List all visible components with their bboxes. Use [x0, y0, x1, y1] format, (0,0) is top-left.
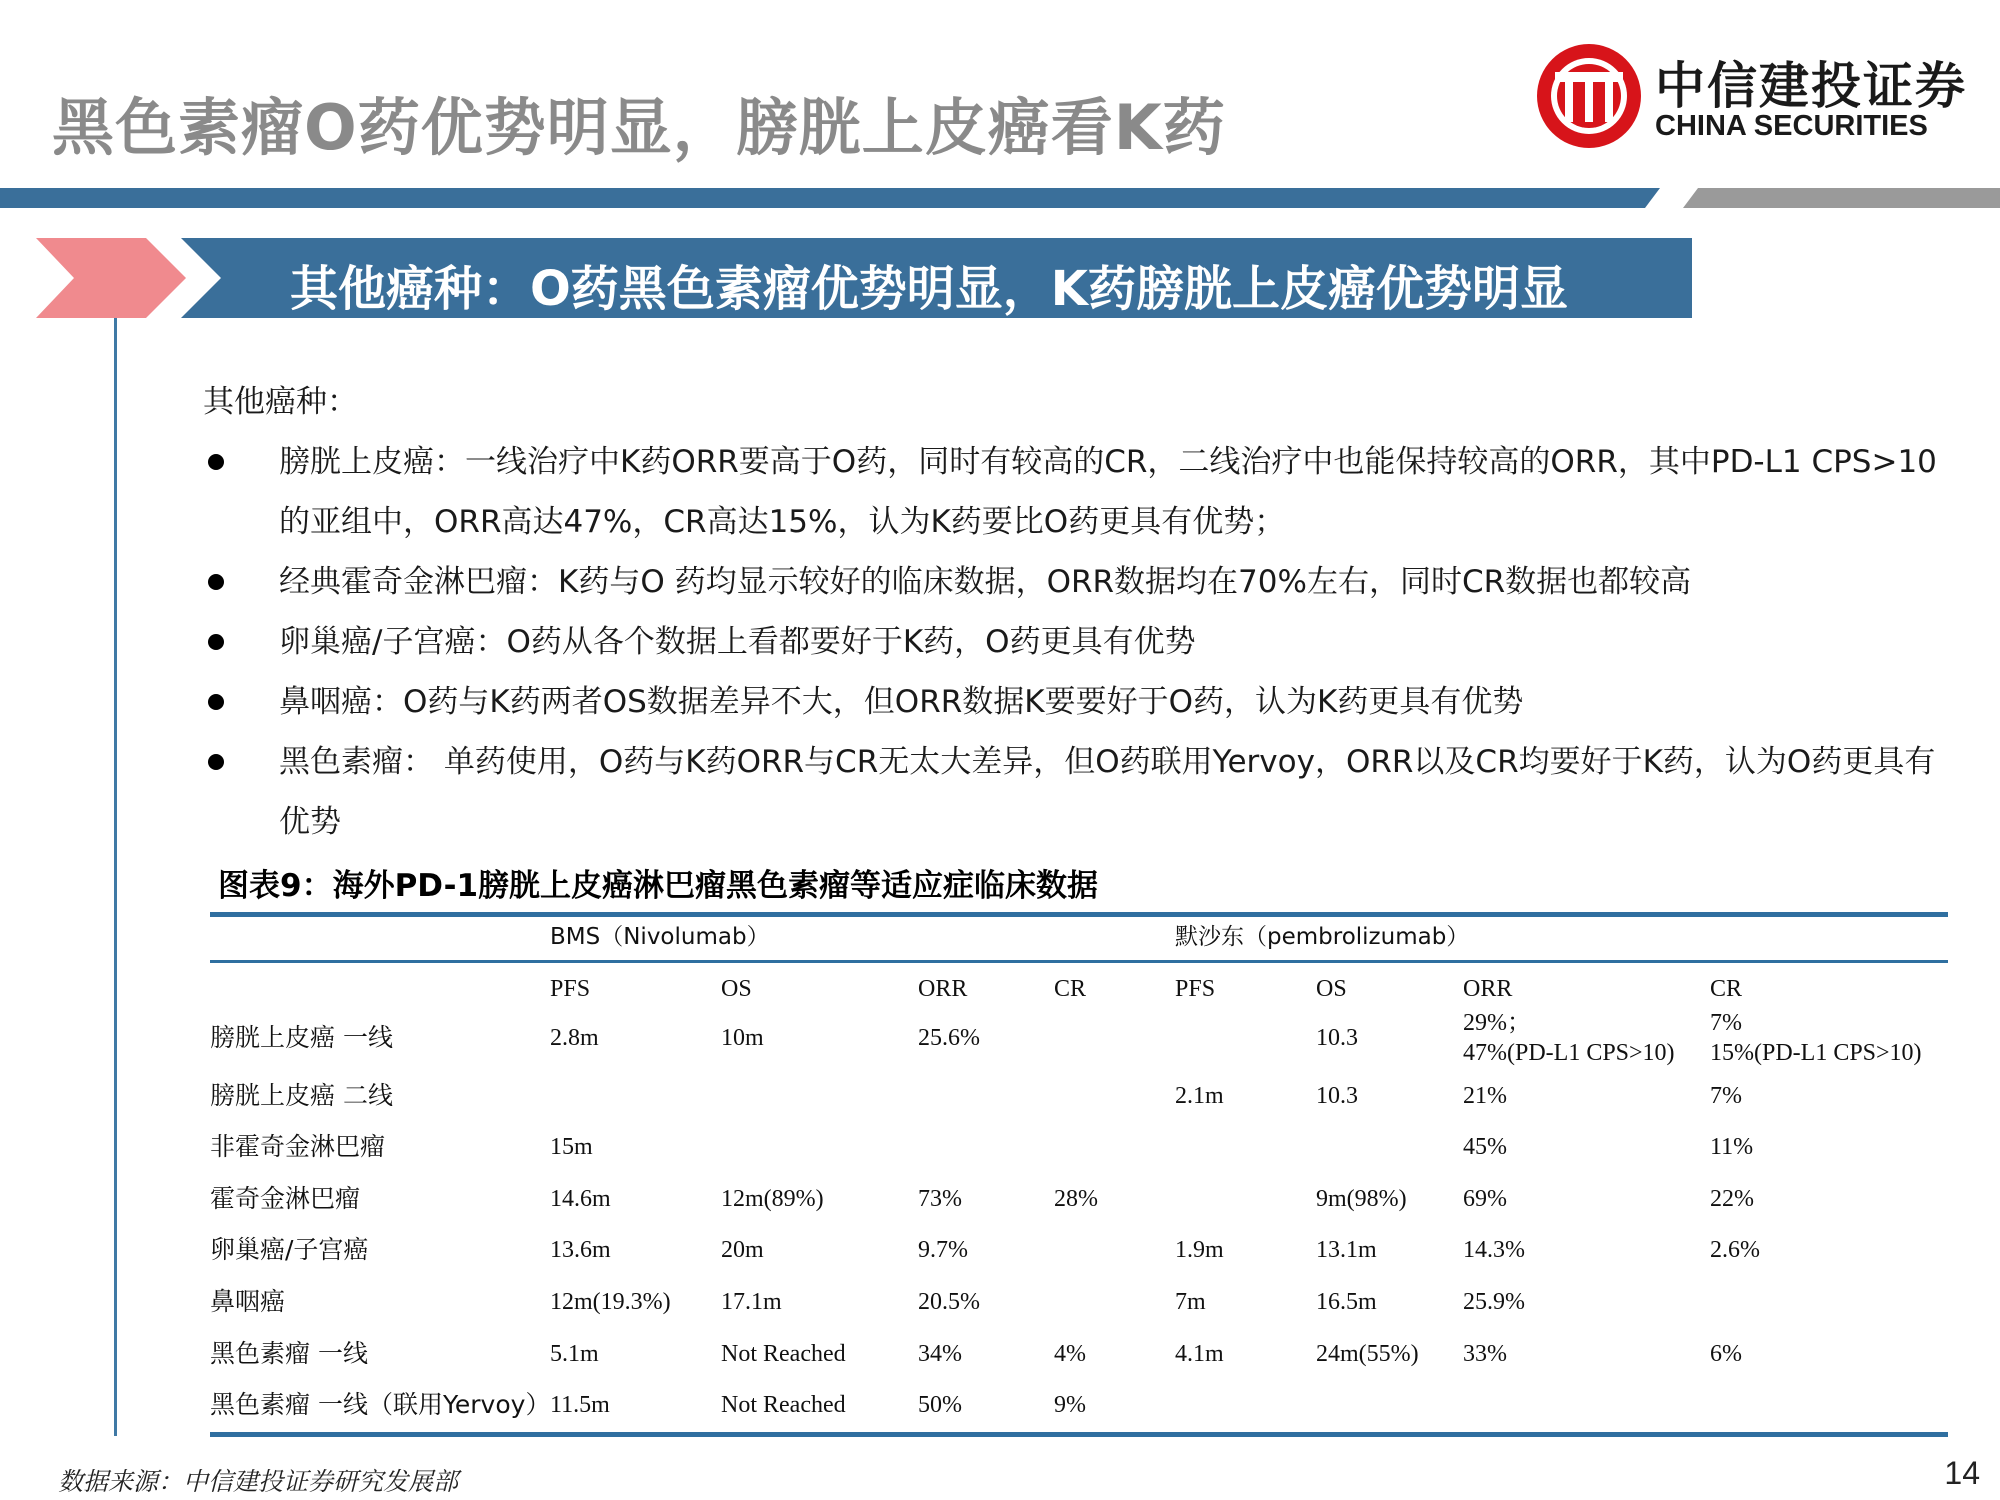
- table-cell: 21%: [1463, 1083, 1507, 1109]
- table-cell: 24m(55%): [1316, 1341, 1419, 1367]
- table-cell: 2.8m: [550, 1025, 599, 1051]
- table-cell: 12m(89%): [721, 1186, 824, 1212]
- table-row-label: 膀胱上皮癌 二线: [210, 1081, 393, 1110]
- column-header-bms-orr: ORR: [918, 976, 968, 1002]
- table-cell: 2.1m: [1175, 1083, 1224, 1109]
- table-cell: 17.1m: [721, 1289, 782, 1315]
- logo-english-name: CHINA SECURITIES: [1655, 110, 1928, 142]
- left-accent-line: [114, 316, 117, 1436]
- list-item: [200, 672, 1940, 732]
- column-header-bms-pfs: PFS: [550, 976, 591, 1002]
- table-row-label: 霍奇金淋巴瘤: [210, 1184, 361, 1213]
- column-header-msd-cr: CR: [1710, 976, 1743, 1002]
- intro-label: 其他癌种：: [203, 384, 358, 420]
- table-cell: 16.5m: [1316, 1289, 1377, 1315]
- table-cell: 20.5%: [918, 1289, 980, 1315]
- table-cell: 25.9%: [1463, 1289, 1525, 1315]
- table-cell: 10.3: [1316, 1025, 1358, 1051]
- table-cell: 7% 15%(PD-L1 CPS>10): [1710, 1010, 1922, 1066]
- citic-emblem-icon: [1535, 42, 1643, 150]
- list-item: [200, 732, 1940, 852]
- table-cell: 14.3%: [1463, 1237, 1525, 1263]
- table-cell: 9.7%: [918, 1237, 968, 1263]
- logo-chinese-name: 中信建投证券: [1655, 57, 1967, 115]
- table-cell: 69%: [1463, 1186, 1507, 1212]
- bullet-list: [200, 432, 1940, 852]
- table-cell: 20m: [721, 1237, 764, 1263]
- company-logo: [1535, 42, 1975, 152]
- table-row-label: 鼻咽癌: [210, 1287, 286, 1316]
- table-cell: 28%: [1054, 1186, 1098, 1212]
- table-cell: 34%: [918, 1341, 962, 1367]
- table-cell: Not Reached: [721, 1341, 846, 1367]
- column-header-msd-os: OS: [1316, 976, 1347, 1002]
- table-cell: 9m(98%): [1316, 1186, 1407, 1212]
- table-cell: 2.6%: [1710, 1237, 1760, 1263]
- bullet-text: 经典霍奇金淋巴瘤：K药与O 药均显示较好的临床数据，ORR数据均在70%左右，同时CR数据也都较高: [279, 564, 1692, 600]
- bullet-dot-icon: [208, 574, 224, 590]
- table-cell: 11.5m: [550, 1392, 610, 1418]
- table-cell: 7%: [1710, 1083, 1742, 1109]
- column-header-bms-cr: CR: [1054, 976, 1087, 1002]
- page-title: 黑色素瘤O药优势明显，膀胱上皮癌看K药: [52, 91, 1226, 164]
- section-title: 其他癌种：O药黑色素瘤优势明显，K药膀胱上皮癌优势明显: [290, 261, 1569, 317]
- table-cell: 4%: [1054, 1341, 1086, 1367]
- table-cell: 10.3: [1316, 1083, 1358, 1109]
- table-cell: 11%: [1710, 1134, 1754, 1160]
- table-cell: 45%: [1463, 1134, 1507, 1160]
- table-cell: 4.1m: [1175, 1341, 1224, 1367]
- source-note: 数据来源：中信建投证券研究发展部: [58, 1467, 459, 1496]
- table-cell: 10m: [721, 1025, 764, 1051]
- figure-title: 图表9：海外PD-1膀胱上皮癌淋巴瘤黑色素瘤等适应症临床数据: [218, 868, 1099, 904]
- table-cell: 73%: [918, 1186, 962, 1212]
- bullet-dot-icon: [208, 634, 224, 650]
- bullet-text: 卵巢癌/子宫癌：O药从各个数据上看都要好于K药，O药更具有优势: [279, 624, 1196, 660]
- table-cell: 25.6%: [918, 1025, 980, 1051]
- list-item: [200, 552, 1940, 612]
- clinical-data-table: [210, 910, 1948, 1440]
- table-row-label: 黑色素瘤 一线（联用Yervoy）: [210, 1390, 551, 1419]
- table-cell: 6%: [1710, 1341, 1742, 1367]
- table-cell: 13.6m: [550, 1237, 611, 1263]
- table-row-label: 膀胱上皮癌 一线: [210, 1023, 393, 1052]
- table-cell: 50%: [918, 1392, 962, 1418]
- column-header-bms-os: OS: [721, 976, 752, 1002]
- table-top-rule: [210, 912, 1948, 917]
- table-cell: 5.1m: [550, 1341, 599, 1367]
- header-divider-band: [0, 188, 2000, 208]
- table-cell: 1.9m: [1175, 1237, 1224, 1263]
- table-cell: 9%: [1054, 1392, 1086, 1418]
- page-number: 14: [1944, 1455, 1980, 1491]
- table-row-label: 非霍奇金淋巴瘤: [210, 1132, 386, 1161]
- table-bottom-rule: [210, 1432, 1948, 1437]
- table-cell: 12m(19.3%): [550, 1289, 671, 1315]
- bullet-text: 黑色素瘤： 单药使用，O药与K药ORR与CR无太大差异，但O药联用Yervoy，ORR以及CR均要好于K药，认为O药更具有优势: [279, 744, 1936, 840]
- bullet-text: 鼻咽癌：O药与K药两者OS数据差异不大，但ORR数据K要要好于O药，认为K药更具有优势: [279, 684, 1524, 720]
- table-cell: 33%: [1463, 1341, 1507, 1367]
- table-cell: Not Reached: [721, 1392, 846, 1418]
- table-row-label: 卵巢癌/子宫癌: [210, 1235, 369, 1264]
- table-cell: 22%: [1710, 1186, 1754, 1212]
- table-row-label: 黑色素瘤 一线: [210, 1339, 368, 1368]
- table-cell: 13.1m: [1316, 1237, 1377, 1263]
- table-group-header-bms: BMS（Nivolumab）: [550, 924, 770, 950]
- table-group-header-msd: 默沙东（pembrolizumab）: [1175, 924, 1470, 950]
- bullet-dot-icon: [208, 754, 224, 770]
- table-cell: 29%； 47%(PD-L1 CPS>10): [1463, 1010, 1675, 1066]
- table-header-rule: [210, 960, 1948, 963]
- bullet-dot-icon: [208, 454, 224, 470]
- list-item: [200, 612, 1940, 672]
- table-cell: 7m: [1175, 1289, 1206, 1315]
- column-header-msd-orr: ORR: [1463, 976, 1513, 1002]
- column-header-msd-pfs: PFS: [1175, 976, 1216, 1002]
- table-cell: 15m: [550, 1134, 593, 1160]
- list-item: [200, 432, 1940, 552]
- bullet-dot-icon: [208, 694, 224, 710]
- table-cell: 14.6m: [550, 1186, 611, 1212]
- bullet-text: 膀胱上皮癌：一线治疗中K药ORR要高于O药，同时有较高的CR，二线治疗中也能保持较高的ORR，其中PD-L1 CPS>10的亚组中，ORR高达47%，CR高达15%，认为K药要比O药更具有优势；: [279, 444, 1937, 540]
